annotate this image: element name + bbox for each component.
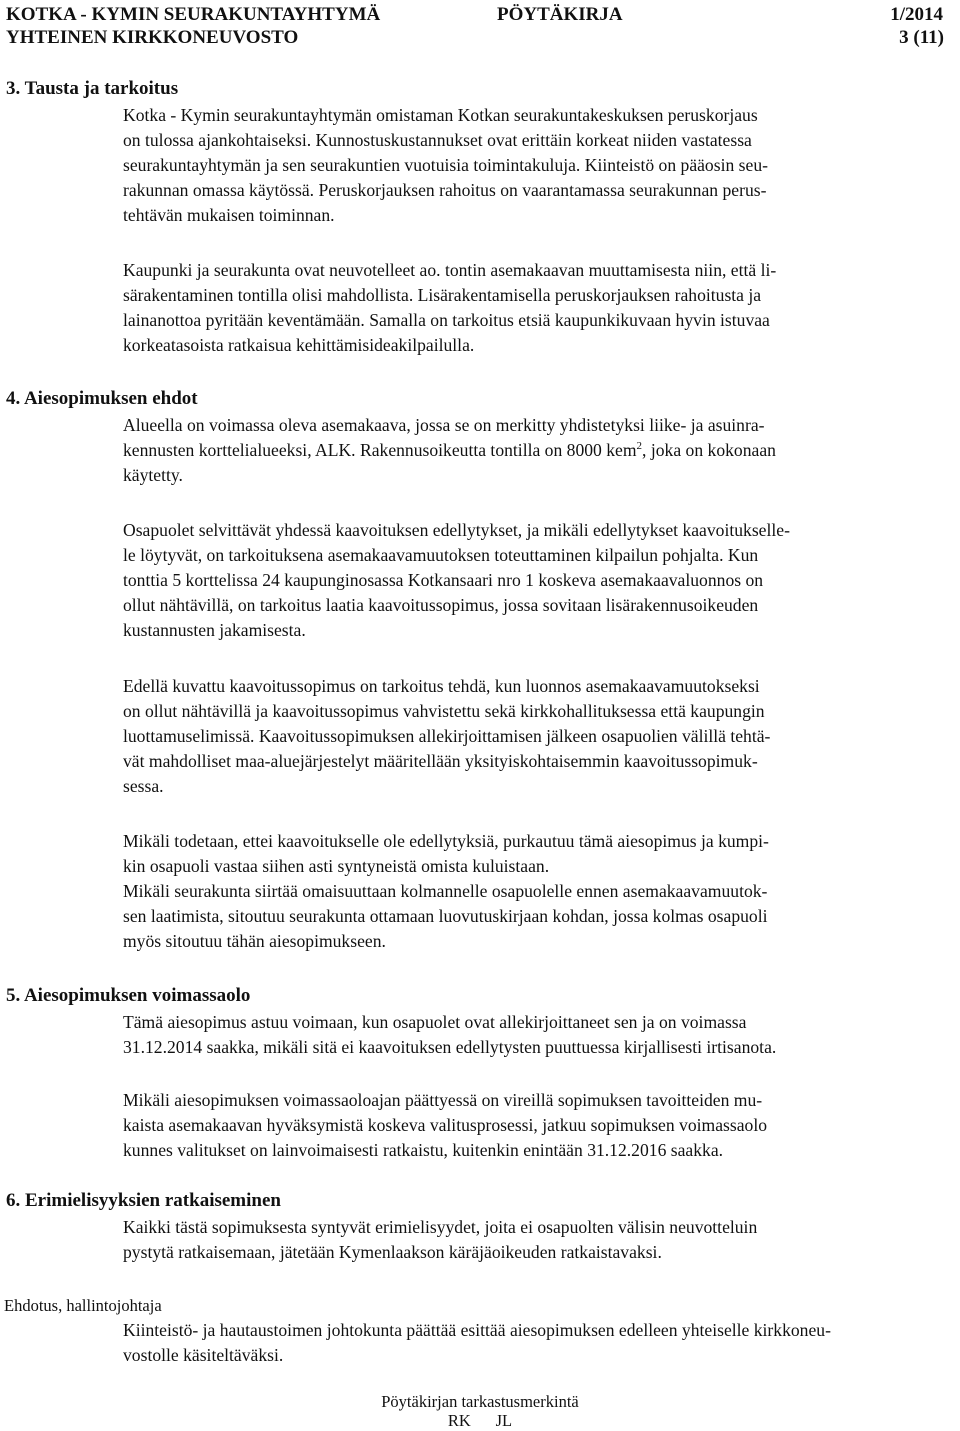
paragraph (123, 1010, 955, 1060)
text-line: luottamuselimissä. Kaavoitussopimuksen allekirjoittamisen jälkeen osapuolien välillä tehtä- (123, 726, 771, 746)
text-line: 31.12.2014 saakka, mikäli sitä ei kaavoituksen edellytysten puuttuessa kirjallisesti irtisanota. (123, 1037, 777, 1057)
text-line: vostolle käsiteltäväksi. (123, 1345, 284, 1365)
text-line: Tämä aiesopimus astuu voimaan, kun osapuolet ovat allekirjoittaneet sen ja on voimassa (123, 1012, 747, 1032)
text-line: kaista asemakaavan hyväksymistä koskeva valitusprosessi, jatkuu sopimuksen voimassaolo (123, 1115, 768, 1135)
text-line (123, 438, 955, 463)
text-line: on tulossa ajankohtaiseksi. Kunnostuskustannukset ovat erittäin korkeat niiden vastatessa (123, 130, 752, 150)
text-line: Osapuolet selvittävät yhdessä kaavoituksen edellytykset, ja mikäli edellytykset kaavoitukselle- (123, 520, 790, 540)
text-line: sessa. (123, 776, 164, 796)
paragraph (123, 1215, 955, 1265)
footer-initials: RK JL (447, 1411, 513, 1430)
text-line: tehtävän mukaisen toiminnan. (123, 205, 335, 225)
section-title: 3. Tausta ja tarkoitus (6, 78, 179, 99)
text-line: pystytä ratkaisemaan, jätetään Kymenlaakson käräjäoikeuden ratkaistavaksi. (123, 1242, 662, 1262)
text-fragment: kennusten korttelialueeksi, ALK. Rakennusoikeutta tontilla on 8000 kem (123, 440, 637, 460)
text-line: le löytyvät, on tarkoituksena asemakaavamuutoksen toteuttaminen kilpailun pohjalta. Kun (123, 545, 759, 565)
text-line: Mikäli seurakunta siirtää omaisuuttaan kolmannelle osapuolelle ennen asemakaavamuutok- (123, 881, 768, 901)
section-title: 4. Aiesopimuksen ehdot (6, 388, 198, 409)
text-line: kunnes valitukset on lainvoimaisesti ratkaistu, kuitenkin enintään 31.12.2016 saakka. (123, 1140, 724, 1160)
section-title: 5. Aiesopimuksen voimassaolo (6, 985, 251, 1006)
paragraph (123, 829, 955, 954)
text-line: seurakuntayhtymän ja sen seurakuntien vuotuisia toimintakuluja. Kiinteistö on pääosin seu- (123, 155, 768, 175)
text-line: Kaikki tästä sopimuksesta syntyvät erimielisyydet, joita ei osapuolten välisin neuvotteluin (123, 1217, 758, 1237)
text-line: särakentaminen tontilla olisi mahdollista. Lisärakentamisella peruskorjauksen rahoitusta ja (123, 285, 762, 305)
text-line: Kiinteistö- ja hautaustoimen johtokunta päättää esittää aiesopimuksen edelleen yhteiselle kirkkoneu- (123, 1320, 831, 1340)
council-name: YHTEINEN KIRKKONEUVOSTO (6, 27, 299, 48)
text-line: sen laatimista, sitoutuu seurakunta ottamaan luovutuskirjaan kohdan, jossa kolmas osapuoli (123, 906, 768, 926)
document-number: 1/2014 (890, 4, 943, 25)
text-fragment: , joka on kokonaan (642, 440, 776, 460)
text-line: Alueella on voimassa oleva asemakaava, jossa se on merkitty yhdistetyksi liike- ja asuinra- (123, 415, 765, 435)
paragraph (123, 103, 955, 228)
text-line: tonttia 5 korttelissa 24 kaupunginosassa Kotkansaari nro 1 koskeva asemakaavaluonnos on (123, 570, 764, 590)
text-line: rakunnan omassa käytössä. Peruskorjauksen rahoitus on vaarantamassa seurakunnan perus- (123, 180, 767, 200)
text-line: Kotka - Kymin seurakuntayhtymän omistaman Kotkan seurakuntakeskuksen peruskorjaus (123, 105, 758, 125)
text-line: lainanottoa pyritään keventämään. Samalla on tarkoitus etsiä kaupunkikuvaan hyvin istuvaa (123, 310, 770, 330)
text-line: Kaupunki ja seurakunta ovat neuvotelleet ao. tontin asemakaavan muuttamisesta niin, että li- (123, 260, 777, 280)
text-line: korkeatasoista ratkaisua kehittämisideakilpailulla. (123, 335, 475, 355)
text-line: on ollut nähtävillä ja kaavoitussopimus vahvistettu sekä kirkkohallituksessa että kaupungin (123, 701, 765, 721)
text-line: Mikäli todetaan, ettei kaavoitukselle ole edellytyksiä, purkautuu tämä aiesopimus ja kumpi- (123, 831, 769, 851)
text-line: ollut nähtävillä, on tarkoitus laatia kaavoitussopimus, jossa sovitaan lisärakennusoikeuden (123, 595, 759, 615)
text-line: vät mahdolliset maa-aluejärjestelyt määritellään yksityiskohtaisemmin kaavoitussopimuk- (123, 751, 758, 771)
section-title: 6. Erimielisyyksien ratkaiseminen (6, 1190, 281, 1211)
text-line: kustannusten jakamisesta. (123, 620, 306, 640)
text-line: kin osapuoli vastaa siihen asti syntyneistä omista kuluistaan. (123, 856, 550, 876)
paragraph (123, 518, 955, 643)
organization-name: KOTKA - KYMIN SEURAKUNTAYHTYMÄ (6, 4, 381, 25)
text-line: myös sitoutuu tähän aiesopimukseen. (123, 931, 386, 951)
paragraph (123, 1088, 955, 1163)
proposal-label: Ehdotus, hallintojohtaja (4, 1296, 162, 1315)
text-line: käytetty. (123, 465, 183, 485)
paragraph (123, 258, 955, 358)
proposal-text (123, 1318, 955, 1368)
text-line: Edellä kuvattu kaavoitussopimus on tarkoitus tehdä, kun luonnos asemakaavamuutokseksi (123, 676, 760, 696)
document-type: PÖYTÄKIRJA (497, 4, 623, 25)
page-number: 3 (11) (899, 27, 944, 48)
text-line: Mikäli aiesopimuksen voimassaoloajan päättyessä on vireillä sopimuksen tavoitteiden mu- (123, 1090, 763, 1110)
superscript: 2 (636, 440, 643, 452)
paragraph (123, 674, 955, 799)
paragraph (123, 413, 955, 488)
footer-caption: Pöytäkirjan tarkastusmerkintä (381, 1392, 579, 1411)
